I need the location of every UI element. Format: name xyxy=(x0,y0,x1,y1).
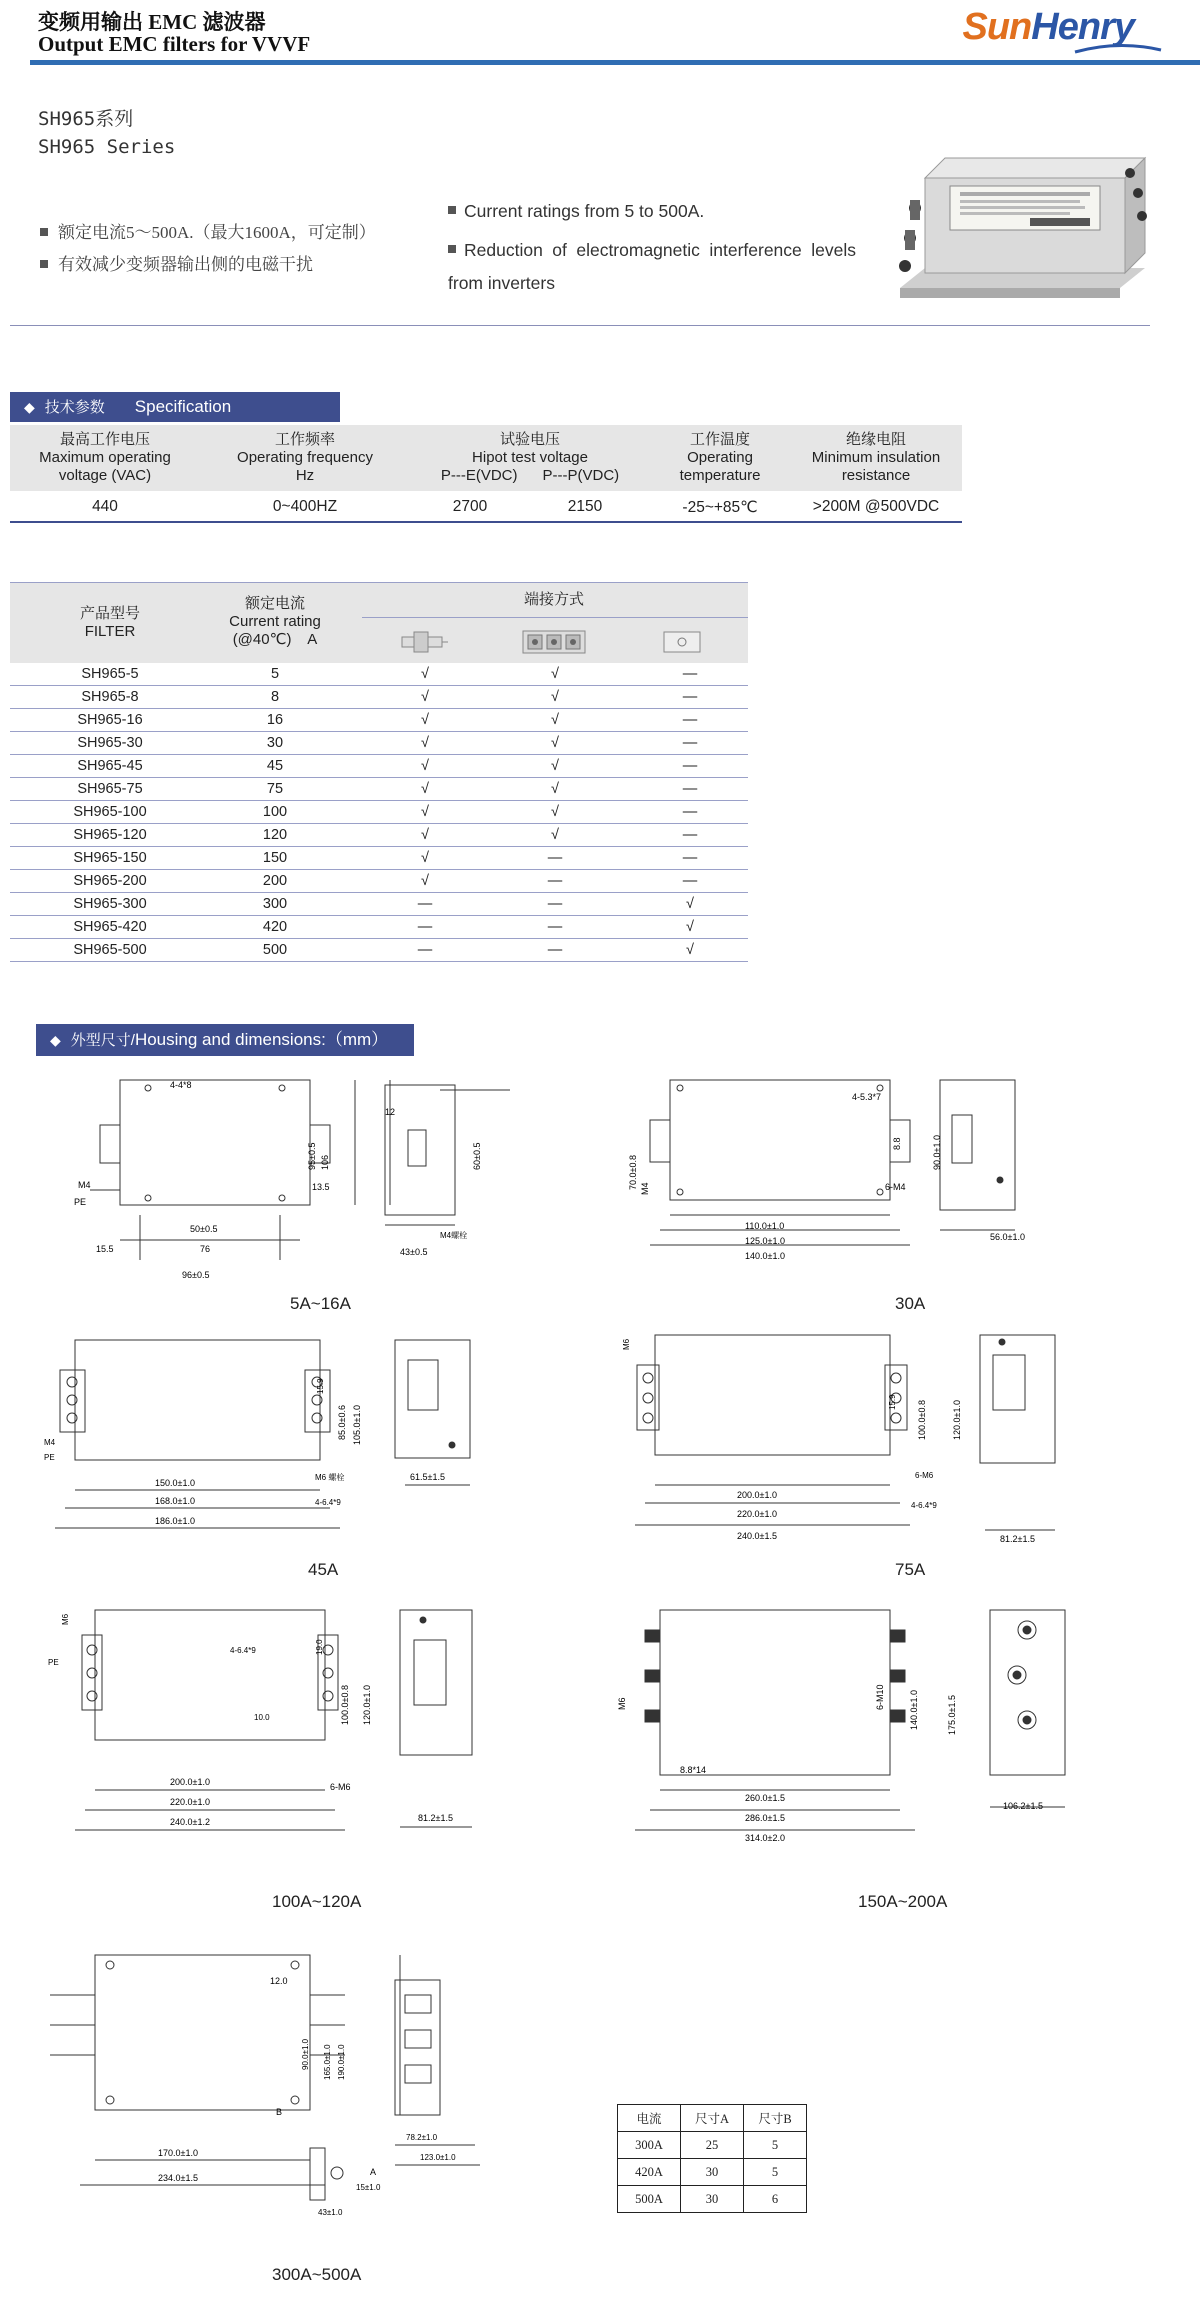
table-cell-t1: — xyxy=(417,896,433,912)
dim-label: 6-M6 xyxy=(915,1471,934,1480)
table-cell-current: 300 xyxy=(262,896,288,912)
dim-label: 150.0±1.0 xyxy=(155,1478,195,1488)
table-cell-current: 100 xyxy=(262,804,288,820)
dim-label: 106 xyxy=(320,1154,330,1170)
dim-label: 15.9 xyxy=(316,1378,325,1394)
brand-logo: SunHenry xyxy=(963,6,1135,49)
drawing-300a-500a xyxy=(40,1940,500,2230)
dim-label: 10.0 xyxy=(254,1713,270,1722)
dim-label: M4 xyxy=(78,1180,91,1190)
table-cell-current: 120 xyxy=(262,827,288,843)
dim-label: 19.0 xyxy=(315,1639,324,1655)
table-cell-t2: — xyxy=(547,896,563,912)
table-cell-t1: √ xyxy=(421,758,429,774)
dim-label: 43±0.5 xyxy=(400,1247,428,1257)
dim-label: M4 xyxy=(640,1182,650,1195)
dim-label: 175.0±1.5 xyxy=(947,1695,957,1735)
filter-table-body xyxy=(10,663,748,962)
drawing-100a-120a xyxy=(40,1595,500,1855)
table-cell-t3: — xyxy=(682,873,698,889)
table-cell-t2: — xyxy=(547,850,563,866)
drawing-150a-200a xyxy=(605,1595,1075,1855)
dim-label: 60±0.5 xyxy=(472,1142,482,1170)
table-cell-t3: — xyxy=(682,758,698,774)
housing-section-bar: ◆ 外型尺寸/Housing and dimensions:（mm） xyxy=(36,1024,414,1056)
dim-label: PE xyxy=(48,1658,59,1667)
terminal-stud-icon xyxy=(400,629,448,655)
table-cell-t2: — xyxy=(547,919,563,935)
table-cell-current: 500 xyxy=(262,942,288,958)
dim-label: 120.0±1.0 xyxy=(952,1400,962,1440)
table-cell-model: SH965-45 xyxy=(77,758,143,774)
series-title-en: SH965 Series xyxy=(38,136,176,158)
dim-label: 50±0.5 xyxy=(190,1224,218,1234)
dim-label: 61.5±1.5 xyxy=(410,1472,445,1482)
drawing-45a xyxy=(40,1330,500,1560)
filter-table xyxy=(10,582,748,962)
table-cell-model: SH965-500 xyxy=(73,942,147,958)
drawing-5a-16a xyxy=(60,1070,520,1290)
dim-label: 6-M6 xyxy=(330,1782,351,1792)
table-row xyxy=(10,709,748,732)
table-cell-current: 8 xyxy=(270,689,280,705)
table-row xyxy=(10,801,748,824)
table-cell-t2: √ xyxy=(551,666,559,682)
table-cell-t1: √ xyxy=(421,873,429,889)
drawing-label-45a: 45A xyxy=(308,1560,339,1579)
dim-label: 170.0±1.0 xyxy=(158,2148,198,2158)
table-cell-t3: √ xyxy=(686,919,694,935)
dim-label: 220.0±1.0 xyxy=(170,1797,210,1807)
table-row xyxy=(10,755,748,778)
drawing-30a xyxy=(600,1070,1080,1290)
table-cell-t3: √ xyxy=(686,942,694,958)
dim-label: 260.0±1.5 xyxy=(745,1793,785,1803)
table-row xyxy=(10,663,748,686)
table-cell-t3: — xyxy=(682,804,698,820)
dim-label: 76 xyxy=(200,1244,211,1254)
table-cell-t3: — xyxy=(682,850,698,866)
terminal-busbar-icon xyxy=(662,629,702,655)
dim-label: 105.0±1.0 xyxy=(352,1405,362,1445)
feature-en-2: Reduction of electromagnetic interference levels from inverters xyxy=(448,240,856,293)
table-cell-current: 75 xyxy=(266,781,284,797)
table-row xyxy=(10,824,748,847)
dim-label: 81.2±1.5 xyxy=(1000,1534,1035,1544)
table-cell-model: SH965-120 xyxy=(73,827,147,843)
table-cell-t1: — xyxy=(417,942,433,958)
dim-label: 96±0.5 xyxy=(182,1270,210,1280)
dim-label: 12.0 xyxy=(270,1976,288,1986)
table-cell-model: SH965-30 xyxy=(77,735,143,751)
header-title-en: Output EMC filters for VVVF xyxy=(38,32,311,56)
product-photo xyxy=(880,138,1150,318)
table-cell-t1: √ xyxy=(421,666,429,682)
drawing-label-30a: 30A xyxy=(895,1294,926,1313)
spec-section-bar: ◆ 技术参数 Specification xyxy=(10,392,340,422)
dim-label: 4-5.3*7 xyxy=(852,1092,882,1102)
table-cell-t1: √ xyxy=(421,735,429,751)
spec-table-header: 最高工作电压 Maximum operating voltage (VAC) 工作频率 Operating frequency Hz 试验电压 Hipot test voltage P---E(VDC) P---P(VDC) 工作温度 Operating temperature 绝缘电阻 Minimum insulation resistance xyxy=(10,425,962,491)
dim-label: 6-M10 xyxy=(875,1684,885,1710)
table-row xyxy=(10,732,748,755)
dim-label: M6 xyxy=(617,1697,627,1710)
dim-label: M4 xyxy=(44,1438,56,1447)
table-cell-t1: √ xyxy=(421,781,429,797)
table-cell-model: SH965-8 xyxy=(81,689,139,705)
dim-label: 140.0±1.0 xyxy=(909,1690,919,1730)
dim-label: 110.0±1.0 xyxy=(745,1221,785,1231)
dim-label: M6 xyxy=(61,1613,70,1625)
dim-label: 106.2±1.5 xyxy=(1003,1801,1043,1811)
header-divider xyxy=(30,60,1200,65)
dim-label: M4螺栓 xyxy=(440,1231,468,1240)
feature-en-1: Current ratings from 5 to 500A. xyxy=(448,201,704,222)
spec-table-row: 440 0~400HZ 2700 2150 -25~+85℃ >200M @500VDC xyxy=(10,491,962,523)
logo-swoosh-icon xyxy=(1073,42,1163,56)
table-cell-t2: — xyxy=(547,873,563,889)
drawing-label-300a-500a: 300A~500A xyxy=(272,2265,362,2284)
table-cell-model: SH965-300 xyxy=(73,896,147,912)
drawing-label-150a-200a: 150A~200A xyxy=(858,1892,948,1911)
filter-table-header: 产品型号 FILTER 额定电流 Current rating (@40℃) A 端接方式 xyxy=(10,582,748,663)
table-cell-t2: √ xyxy=(551,689,559,705)
series-title-cn: SH965系列 xyxy=(38,108,134,130)
table-row xyxy=(10,939,748,962)
dim-label: 240.0±1.2 xyxy=(170,1817,210,1827)
dim-label: 240.0±1.5 xyxy=(737,1531,777,1541)
table-cell-t2: — xyxy=(547,942,563,958)
dim-label: 200.0±1.0 xyxy=(170,1777,210,1787)
dim-label: 4-6.4*9 xyxy=(230,1646,256,1655)
feature-cn-2: 有效减少变频器输出侧的电磁干扰 xyxy=(40,250,313,275)
table-cell-t2: √ xyxy=(551,827,559,843)
dim-label: 4-6.4*9 xyxy=(911,1501,937,1510)
dim-label: 100.0±0.8 xyxy=(917,1400,927,1440)
dim-label: 90.0±1.0 xyxy=(301,2038,310,2070)
table-cell-t2: √ xyxy=(551,781,559,797)
table-cell-t3: — xyxy=(682,666,698,682)
table-cell-current: 150 xyxy=(262,850,288,866)
table-cell-model: SH965-420 xyxy=(73,919,147,935)
dim-label: 12 xyxy=(385,1107,396,1117)
table-cell-current: 16 xyxy=(266,712,284,728)
table-cell-t1: — xyxy=(417,919,433,935)
dim-label: 95±0.5 xyxy=(307,1142,317,1170)
table-cell-t3: — xyxy=(682,735,698,751)
dim-label: 165.0±1.0 xyxy=(323,2044,332,2080)
table-cell-t3: — xyxy=(682,712,698,728)
terminal-block-icon xyxy=(522,629,586,655)
drawing-label-100a-120a: 100A~120A xyxy=(272,1892,362,1911)
table-cell-current: 30 xyxy=(266,735,284,751)
table-cell-model: SH965-100 xyxy=(73,804,147,820)
dim-label: 13.5 xyxy=(312,1182,330,1192)
table-row xyxy=(10,686,748,709)
dim-label: 4-6.4*9 xyxy=(315,1498,341,1507)
table-cell-t1: √ xyxy=(421,712,429,728)
drawing-label-5a-16a: 5A~16A xyxy=(290,1294,351,1313)
table-cell-t3: — xyxy=(682,689,698,705)
table-cell-t2: √ xyxy=(551,758,559,774)
table-cell-t1: √ xyxy=(421,850,429,866)
dim-label: PE xyxy=(44,1453,55,1462)
drawing-75a xyxy=(615,1320,1075,1560)
table-row xyxy=(10,847,748,870)
table-cell-t3: — xyxy=(682,827,698,843)
drawing-label-75a: 75A xyxy=(895,1560,926,1579)
dim-label: M6 螺栓 xyxy=(315,1473,345,1482)
table-cell-t2: √ xyxy=(551,735,559,751)
dim-label: 8.8*14 xyxy=(680,1765,707,1775)
dim-label: 15.5 xyxy=(96,1244,114,1254)
dim-label: 78.2±1.0 xyxy=(406,2133,438,2142)
table-cell-t1: √ xyxy=(421,827,429,843)
spec-table xyxy=(10,425,962,523)
table-cell-current: 200 xyxy=(262,873,288,889)
table-cell-t1: √ xyxy=(421,689,429,705)
table-cell-model: SH965-16 xyxy=(77,712,143,728)
table-cell-t1: √ xyxy=(421,804,429,820)
table-cell-current: 45 xyxy=(266,758,284,774)
dim-label: 15±1.0 xyxy=(356,2183,381,2192)
table-cell-current: 420 xyxy=(262,919,288,935)
dim-label: 6-M4 xyxy=(885,1182,906,1192)
table-cell-t2: √ xyxy=(551,712,559,728)
dim-label: 15.9 xyxy=(888,1394,897,1410)
table-row xyxy=(10,778,748,801)
dim-label: 8.8 xyxy=(892,1137,902,1150)
dim-label: 120.0±1.0 xyxy=(362,1685,372,1725)
dim-label: 56.0±1.0 xyxy=(990,1232,1025,1242)
dim-label: 314.0±2.0 xyxy=(745,1833,785,1843)
dim-label: 234.0±1.5 xyxy=(158,2173,198,2183)
section-divider xyxy=(10,325,1150,326)
table-cell-model: SH965-5 xyxy=(81,666,139,682)
dim-label: 81.2±1.5 xyxy=(418,1813,453,1823)
header-title-cn: 变频用输出 EMC 滤波器 xyxy=(38,10,266,34)
dim-label: M6 xyxy=(622,1338,631,1350)
table-cell-t3: √ xyxy=(686,896,694,912)
table-cell-t2: √ xyxy=(551,804,559,820)
table-row xyxy=(10,870,748,893)
dim-label: 43±1.0 xyxy=(318,2208,343,2217)
dim-label: 286.0±1.5 xyxy=(745,1813,785,1823)
dim-label: 100.0±0.8 xyxy=(340,1685,350,1725)
dim-label: 85.0±0.6 xyxy=(337,1405,347,1440)
table-row xyxy=(10,893,748,916)
dim-label: 200.0±1.0 xyxy=(737,1490,777,1500)
feature-cn-1: 额定电流5～500A.（最大1600A，可定制） xyxy=(40,218,376,243)
table-cell-model: SH965-200 xyxy=(73,873,147,889)
dim-label: 186.0±1.0 xyxy=(155,1516,195,1526)
dim-label: 4-4*8 xyxy=(170,1080,192,1090)
table-cell-t3: — xyxy=(682,781,698,797)
table-cell-current: 5 xyxy=(270,666,280,682)
dim-label: 168.0±1.0 xyxy=(155,1496,195,1506)
dim-label: 125.0±1.0 xyxy=(745,1236,785,1246)
dim-label: 123.0±1.0 xyxy=(420,2153,456,2162)
size-table: 电流 尺寸A 尺寸B 300A 25 5 420A 30 5 500A 30 6 xyxy=(617,2104,807,2213)
dim-label: 90.0±1.0 xyxy=(932,1135,942,1170)
dim-label: 190.0±1.0 xyxy=(337,2044,346,2080)
dim-label: B xyxy=(276,2107,283,2117)
dim-label: 140.0±1.0 xyxy=(745,1251,785,1261)
table-cell-model: SH965-75 xyxy=(77,781,143,797)
dim-label: 220.0±1.0 xyxy=(737,1509,777,1519)
dim-label: A xyxy=(370,2167,377,2177)
dim-label: 70.0±0.8 xyxy=(628,1155,638,1190)
table-row xyxy=(10,916,748,939)
dim-label: PE xyxy=(74,1197,87,1207)
table-cell-model: SH965-150 xyxy=(73,850,147,866)
